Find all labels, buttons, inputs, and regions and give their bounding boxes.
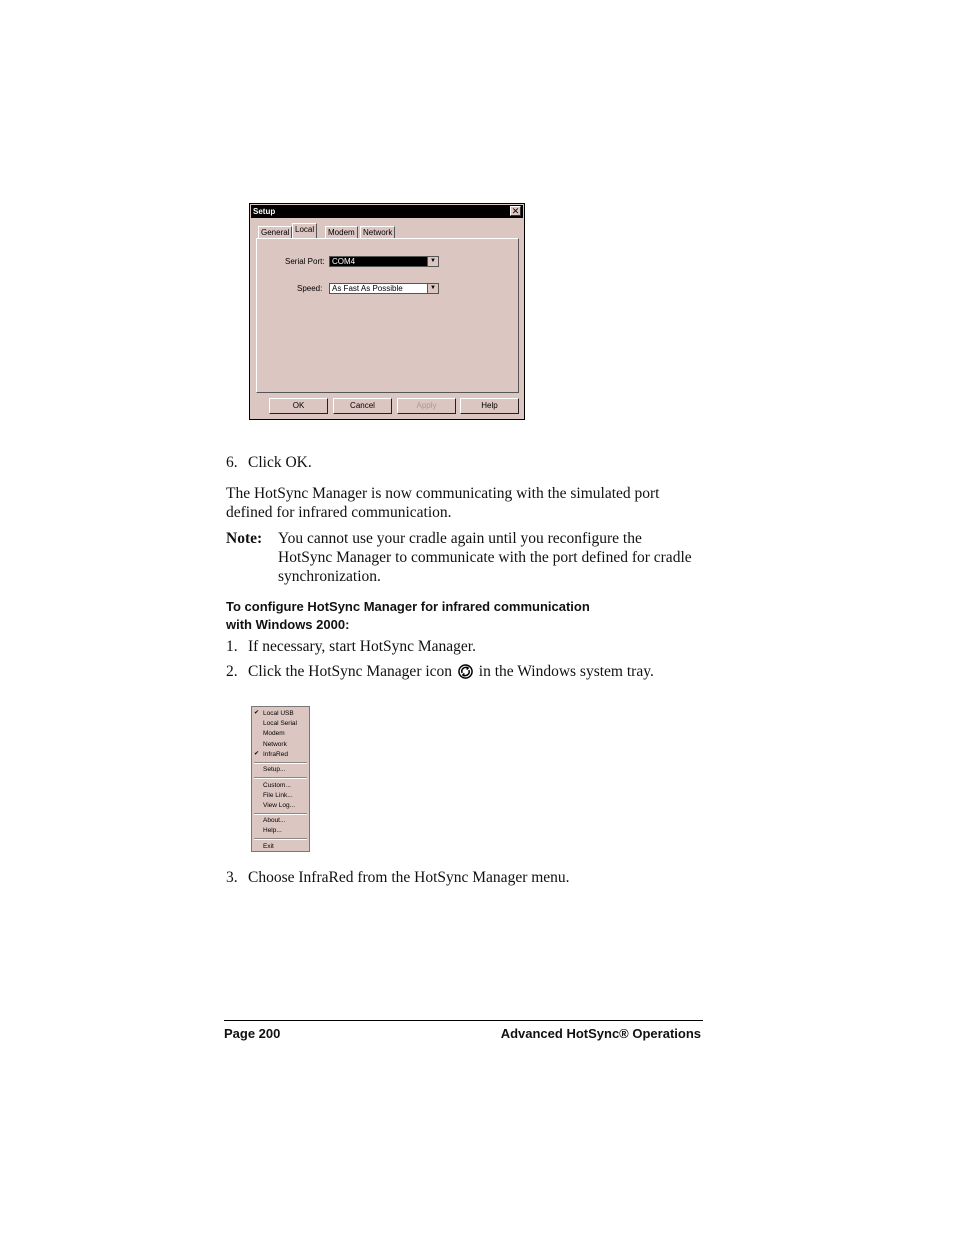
step-text: If necessary, start HotSync Manager. [248, 638, 476, 655]
step-text: Choose InfraRed from the HotSync Manager menu. [248, 869, 570, 886]
cancel-button[interactable]: Cancel [333, 398, 392, 414]
step-1 [226, 637, 476, 656]
menu-item-help[interactable]: Help... [263, 827, 282, 834]
menu-separator [254, 813, 307, 815]
paragraph: The HotSync Manager is now communicating with the simulated port defined for infrared communication. [226, 485, 660, 521]
setup-dialog [249, 203, 525, 420]
step-3 [226, 868, 570, 887]
speed-select[interactable] [329, 283, 439, 294]
menu-item-local-serial[interactable]: Local Serial [263, 720, 297, 727]
menu-item-file-link[interactable]: File Link... [263, 792, 293, 799]
speed-label: Speed: [297, 284, 323, 293]
step-number: 3. [226, 869, 238, 886]
menu-item-about[interactable]: About... [263, 817, 286, 824]
menu-item-setup[interactable]: Setup... [263, 766, 286, 773]
help-button[interactable]: Help [460, 398, 519, 414]
menu-item-exit[interactable]: Exit [263, 843, 274, 850]
heading-line-1: To configure HotSync Manager for infrared communication [226, 599, 590, 614]
heading-line-2: with Windows 2000: [226, 617, 350, 632]
footer-page-number: Page 200 [224, 1026, 281, 1041]
hotsync-context-menu [251, 706, 310, 852]
menu-separator [254, 838, 307, 840]
serial-port-select[interactable] [329, 256, 439, 267]
checkmark-icon: ✔ [254, 751, 260, 757]
serial-port-label: Serial Port: [285, 257, 325, 266]
step-text-before: Click the HotSync Manager icon [248, 663, 453, 680]
step-text: Click OK. [248, 454, 312, 471]
note-label: Note: [226, 530, 263, 547]
dialog-titlebar [251, 205, 523, 218]
step-6 [226, 453, 312, 472]
menu-item-view-log[interactable]: View Log... [263, 802, 296, 809]
footer-rule [224, 1020, 703, 1021]
step-text-after: in the Windows system tray. [478, 663, 654, 680]
dropdown-arrow-icon[interactable]: ▼ [427, 257, 438, 266]
dialog-title: Setup [253, 207, 276, 216]
menu-item-custom[interactable]: Custom... [263, 782, 291, 789]
menu-item-network[interactable]: Network [263, 741, 287, 748]
ok-button[interactable]: OK [269, 398, 328, 414]
checkmark-icon: ✔ [254, 710, 260, 716]
tab-modem[interactable]: Modem [325, 226, 358, 239]
menu-item-local-usb[interactable]: Local USB [263, 710, 294, 717]
procedure-heading [226, 598, 590, 634]
step-number: 1. [226, 638, 238, 655]
step-number: 6. [226, 454, 238, 471]
tab-local[interactable]: Local [292, 223, 317, 239]
note-text: You cannot use your cradle again until you reconfigure the HotSync Manager to communicate with the port defined for cradle synchronization. [278, 530, 692, 585]
step-2 [226, 662, 654, 681]
close-icon[interactable]: ✕ [511, 206, 520, 216]
step-text [248, 662, 654, 681]
menu-separator [254, 777, 307, 779]
menu-item-infrared[interactable]: InfraRed [263, 751, 288, 758]
tab-panel-local [256, 238, 519, 393]
apply-button[interactable]: Apply [397, 398, 456, 414]
serial-port-value: COM4 [332, 257, 356, 266]
footer-chapter-title: Advanced HotSync® Operations [500, 1026, 701, 1041]
hotsync-icon [458, 664, 473, 679]
menu-item-modem[interactable]: Modem [263, 730, 285, 737]
tab-network[interactable]: Network [360, 226, 395, 239]
step-number: 2. [226, 663, 238, 680]
note [226, 529, 704, 586]
menu-separator [254, 762, 307, 764]
speed-value: As Fast As Possible [332, 284, 403, 293]
dropdown-arrow-icon[interactable]: ▼ [427, 284, 438, 293]
tab-general[interactable]: General [258, 226, 292, 239]
